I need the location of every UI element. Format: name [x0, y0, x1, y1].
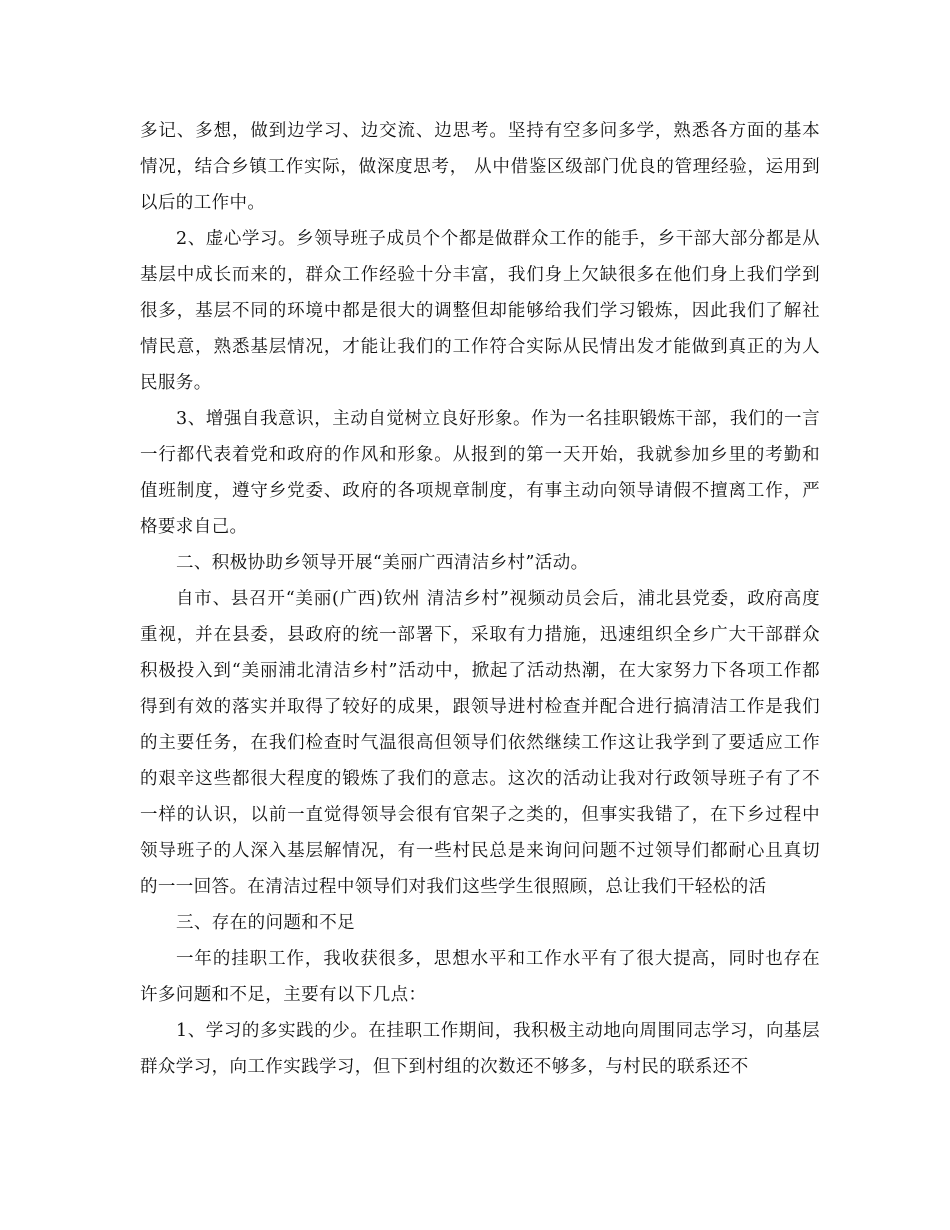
paragraph-point-3: 3、增强自我意识，主动自觉树立良好形象。作为一名挂职锻炼干部，我们的一言一行都代表着党和政府的作风和形象。从报到的第一天开始，我就参加乡里的考勤和值班制度，遵守乡党委、政府的各项规章制度，有事主动向领导请假不擅离工作，严格要求自己。 — [140, 409, 820, 537]
document-body — [140, 113, 820, 1085]
paragraph-point-2: 2、虚心学习。乡领导班子成员个个都是做群众工作的能手，乡干部大部分都是从基层中成长而来的，群众工作经验十分丰富，我们身上欠缺很多在他们身上我们学到很多，基层不同的环境中都是很大的调整但却能够给我们学习锻炼，因此我们了解社情民意，熟悉基层情况，才能让我们的工作符合实际从民情出发才能做到真正的为人民服务。 — [140, 229, 820, 393]
paragraph-continuation: 多记、多想，做到边学习、边交流、边思考。坚持有空多问多学，熟悉各方面的基本情况，结合乡镇工作实际，做深度思考， 从中借鉴区级部门优良的管理经验，运用到以后的工作中。 — [140, 121, 820, 213]
paragraph-campaign: 自市、县召开“美丽(广西)钦州 清洁乡村”视频动员会后，浦北县党委，政府高度重视，并在县委，县政府的统一部署下，采取有力措施，迅速组织全乡广大干部群众积极投入到“美丽浦北清洁乡村”活动中，掀起了活动热潮，在大家努力下各项工作都得到有效的落实并取得了较好的成果，跟领导进村检查并配合进行搞清洁工作是我们的主要任务，在我们检查时气温很高但领导们依然继续工作这让我学到了要适应工作的艰辛这些都很大程度的锻炼了我们的意志。这次的活动让我对行政领导班子有了不一样的认识，以前一直觉得领导会很有官架子之类的，但事实我错了，在下乡过程中领导班子的人深入基层解情况，有一些村民总是来询问问题不过领导们都耐心且真切的一一回答。在清洁过程中领导们对我们这些学生很照顾，总让我们干轻松的活 — [140, 589, 820, 897]
paragraph-issue-1: 1、学习的多实践的少。在挂职工作期间，我积极主动地向周围同志学习，向基层群众学习，向工作实践学习，但下到村组的次数还不够多，与村民的联系还不 — [140, 1021, 820, 1077]
section-heading-3: 三、存在的问题和不足 — [176, 913, 355, 933]
paragraph-summary: 一年的挂职工作，我收获很多，思想水平和工作水平有了很大提高，同时也存在许多问题和不足，主要有以下几点： — [140, 949, 820, 1005]
section-heading-2: 二、积极协助乡领导开展“美丽广西清洁乡村”活动。 — [176, 553, 589, 573]
